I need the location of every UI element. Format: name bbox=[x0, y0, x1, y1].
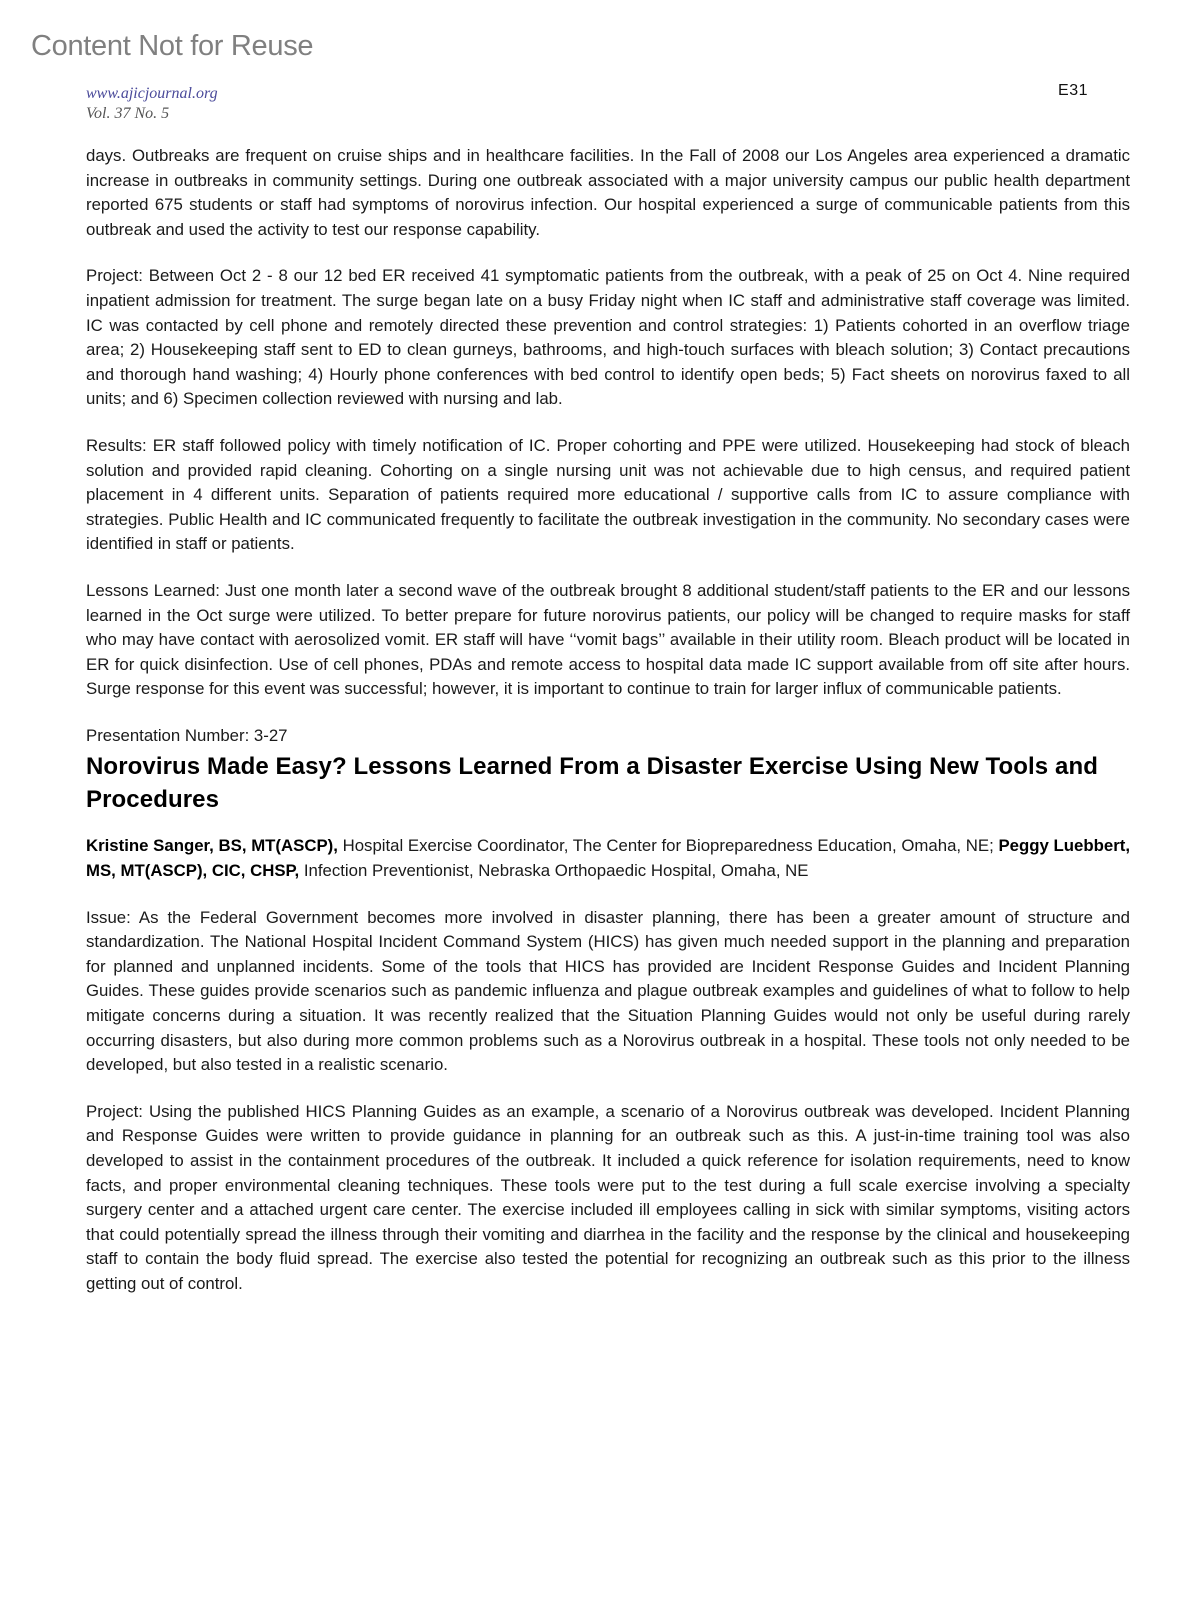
running-head bbox=[86, 84, 218, 124]
abstract-3-27 bbox=[86, 724, 1130, 1297]
author-name: Peggy Luebbert, MS, MT(ASCP), CIC, CHSP, bbox=[86, 836, 1130, 881]
project-paragraph: Project: Using the published HICS Planning Guides as an example, a scenario of a Norovirus outbreak was developed. Incident Planning and Response Guides were written to provide guidance in planning for an outbreak such as this. A just-in-time training tool was also developed to assist in the containment procedures of the outbreak. It included a quick reference for isolation requirements, need to know facts, and proper environmental cleaning techniques. These tools were put to the test during a full scale exercise involving a specialty surgery center and a attached urgent care center. The exercise included ill employees calling in sick with similar symptoms, visiting actors that could potentially spread the illness through their vomiting and diarrhea in the facility and the response by the clinical and housekeeping staff to contain the body fluid spread. The exercise also tested the potential for recognizing an outbreak such as this prior to the illness getting out of control. bbox=[86, 1101, 1130, 1293]
issue-paragraph: Issue: As the Federal Government becomes more involved in disaster planning, there has been a greater amount of structure and standardization. The National Hospital Incident Command System (HICS) has given much needed support in the planning and preparation for planned and unplanned incidents. Some of the tools that HICS has provided are Incident Response Guides and Incident Planning Guides. These guides provide scenarios such as pandemic influenza and plague outbreak examples and guidelines of what to follow to help mitigate concerns during a situation. It was recently realized that the Situation Planning Guides would not only be useful during rarely occurring disasters, but also during more common problems such as a Norovirus outbreak in a hospital. These tools not only needed to be developed, but also tested in a realistic scenario. bbox=[86, 907, 1130, 1075]
author-name: Kristine Sanger, BS, MT(ASCP), bbox=[86, 836, 338, 856]
journal-volume: Vol. 37 No. 5 bbox=[86, 105, 170, 122]
abstract-title: Norovirus Made Easy? Lessons Learned From a Disaster Exercise Using New Tools and Procedures bbox=[86, 753, 1098, 814]
author-affiliation: Hospital Exercise Coordinator, The Center for Biopreparedness Education, Omaha, NE; bbox=[337, 836, 999, 856]
background-paragraph: days. Outbreaks are frequent on cruise ships and in healthcare facilities. In the Fall of 2008 our Los Angeles area experienced a dramatic increase in outbreaks in community settings. During one outbreak associated with a major university campus our public health department reported 675 students or staff had symptoms of norovirus infection. Our hospital experienced a surge of communicable patients from this outbreak and used the activity to test our response capability. bbox=[86, 146, 1130, 239]
author-affiliation: Infection Preventionist, Nebraska Orthopaedic Hospital, Omaha, NE bbox=[299, 861, 809, 881]
previous-abstract-continuation bbox=[86, 144, 1130, 702]
page-content bbox=[86, 144, 1130, 1319]
journal-url[interactable]: www.ajicjournal.org bbox=[86, 85, 218, 102]
project-paragraph: Project: Between Oct 2 - 8 our 12 bed ER received 41 symptomatic patients from the outbreak, with a peak of 25 on Oct 4. Nine required inpatient admission for treatment. The surge began late on a busy Friday night when IC staff and administrative staff coverage was limited. IC was contacted by cell phone and remotely directed these prevention and control strategies: 1) Patients cohorted in an overflow triage area; 2) Housekeeping staff sent to ED to clean gurneys, bathrooms, and high-touch surfaces with bleach solution; 3) Contact precautions and thorough hand washing; 4) Hourly phone conferences with bed control to identify open beds; 5) Fact sheets on norovirus faxed to all units; and 6) Specimen collection reviewed with nursing and lab. bbox=[86, 266, 1130, 409]
presentation-number: Presentation Number: 3-27 bbox=[86, 725, 288, 745]
watermark: Content Not for Reuse bbox=[31, 30, 314, 62]
author-list bbox=[86, 834, 1130, 883]
page-number: E31 bbox=[1058, 82, 1088, 99]
lessons-learned-paragraph: Lessons Learned: Just one month later a second wave of the outbreak brought 8 additional student/staff patients to the ER and our lessons learned in the Oct surge were utilized. To better prepare for future norovirus patients, our policy will be changed to require masks for staff who may have contact with aerosolized vomit. ER staff will have ‘‘vomit bags’’ available in their utility room. Bleach product will be located in ER for quick disinfection. Use of cell phones, PDAs and remote access to hospital data made IC support available from off site after hours. Surge response for this event was successful; however, it is important to continue to train for larger influx of communicable patients. bbox=[86, 580, 1130, 699]
results-paragraph: Results: ER staff followed policy with timely notification of IC. Proper cohorting and PPE were utilized. Housekeeping had stock of bleach solution and provided rapid cleaning. Cohorting on a single nursing unit was not achievable due to high census, and required patient placement in 4 different units. Separation of patients required more educational / supportive calls from IC to assure compliance with strategies. Public Health and IC communicated frequently to facilitate the outbreak investigation in the community. No secondary cases were identified in staff or patients. bbox=[86, 435, 1130, 554]
